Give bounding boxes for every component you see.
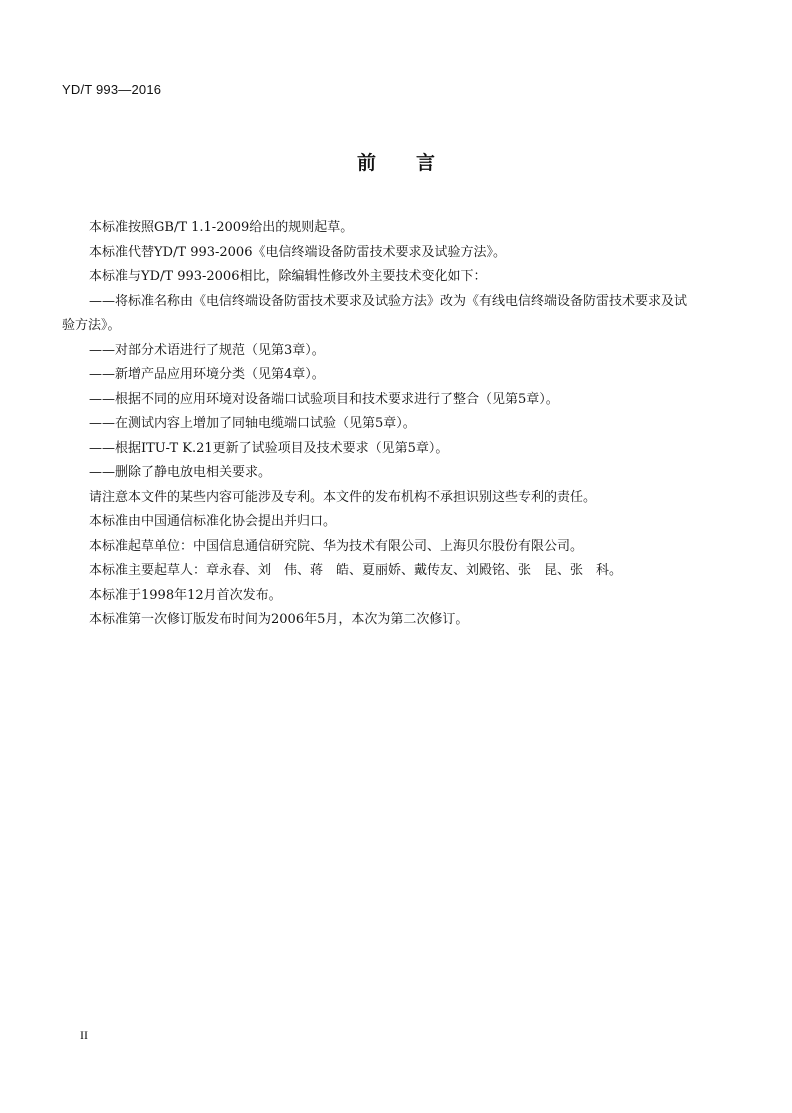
paragraph: ——在测试内容上增加了同轴电缆端口试验（见第5章）。 <box>89 416 416 431</box>
paragraph: ——将标准名称由《电信终端设备防雷技术要求及试验方法》改为《有线电信终端设备防雷技术要求及试验方法》。 <box>62 293 688 333</box>
paragraph: ——对部分术语进行了规范（见第3章）。 <box>89 342 325 358</box>
page-number: II <box>80 1028 88 1042</box>
document-code: YD/T 993—2016 <box>62 82 162 97</box>
paragraph: ——根据不同的应用环境对设备端口试验项目和技术要求进行了整合（见第5章）。 <box>89 391 559 407</box>
paragraph: ——新增产品应用环境分类（见第4章）。 <box>89 367 325 382</box>
paragraph: 请注意本文件的某些内容可能涉及专利。本文件的发布机构不承担识别这些专利的责任。 <box>89 489 597 505</box>
paragraph: 本标准由中国通信标准化协会提出并归口。 <box>89 514 337 529</box>
paragraph: 本标准主要起草人：章永春、刘 伟、蒋 皓、夏丽娇、戴传友、刘殿铭、张 昆、张 科。 <box>89 563 623 578</box>
paragraph: 本标准按照GB/T 1.1-2009给出的规则起草。 <box>89 220 354 235</box>
paragraph: 本标准第一次修订版发布时间为2006年5月，本次为第二次修订。 <box>89 612 469 627</box>
paragraph: 本标准起草单位：中国信息通信研究院、华为技术有限公司、上海贝尔股份有限公司。 <box>89 538 584 554</box>
paragraph: 本标准与YD/T 993-2006相比，除编辑性修改外主要技术变化如下： <box>89 269 487 284</box>
paragraph: 本标准于1998年12月首次发布。 <box>89 587 282 603</box>
paragraph: ——根据ITU-T K.21更新了试验项目及技术要求（见第5章）。 <box>89 440 449 456</box>
preface-body <box>62 216 690 633</box>
paragraph: 本标准代替YD/T 993-2006《电信终端设备防雷技术要求及试验方法》。 <box>89 244 506 260</box>
page-title: 前言 <box>356 152 475 174</box>
paragraph: ——删除了静电放电相关要求。 <box>89 465 272 480</box>
